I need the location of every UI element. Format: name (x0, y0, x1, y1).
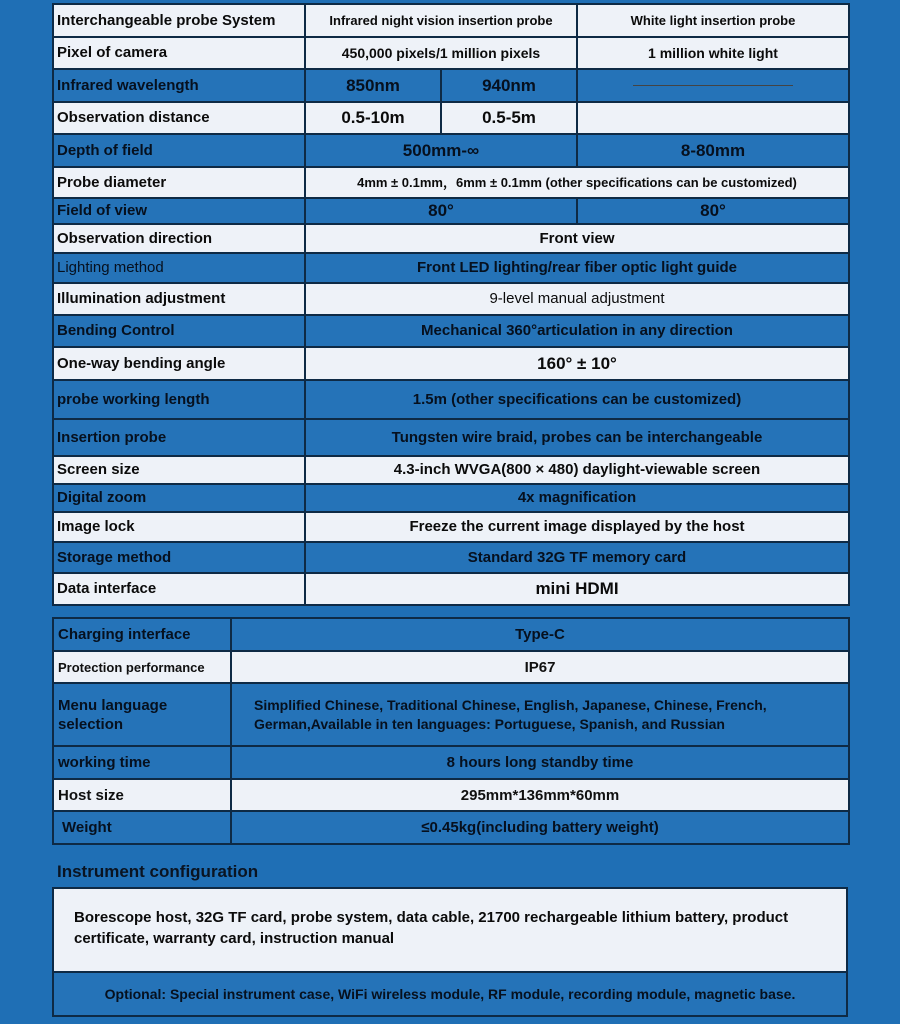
language-value: Simplified Chinese, Traditional Chinese, English, Japanese, Chinese, French, German,Available in ten languages: Portuguese, Spanish, and Russian (231, 683, 849, 746)
screen-label: Screen size (53, 456, 305, 484)
depth-ir-value: 500mm-∞ (305, 134, 577, 167)
insertion-label: Insertion probe (53, 419, 305, 456)
instrument-configuration-title: Instrument configuration (57, 862, 259, 881)
working-value: 8 hours long standby time (231, 746, 849, 779)
storage-label: Storage method (53, 542, 305, 573)
spec-row-bending (53, 315, 849, 347)
spec-row-storage (53, 542, 849, 573)
length-value: 1.5m (other specifications can be customized) (305, 380, 849, 419)
illumination-label: Illumination adjustment (53, 283, 305, 315)
lighting-value: Front LED lighting/rear fiber optic light guide (305, 253, 849, 283)
pixel-label: Pixel of camera (53, 37, 305, 69)
header-label: Interchangeable probe System (53, 4, 305, 37)
weight-label: Weight (53, 811, 231, 844)
bending-value: Mechanical 360°articulation in any direction (305, 315, 849, 347)
spec-row-direction (53, 224, 849, 253)
spec-table-2 (52, 617, 850, 845)
direction-value: Front view (305, 224, 849, 253)
spec-row-angle (53, 347, 849, 380)
language-label: Menu language selection (53, 683, 231, 746)
spec-table (52, 3, 850, 606)
angle-value: 160° ± 10° (305, 347, 849, 380)
spec-row-fov (53, 198, 849, 224)
empty-line (633, 85, 793, 86)
wavelength-label: Infrared wavelength (53, 69, 305, 102)
working-label: working time (53, 746, 231, 779)
insertion-value: Tungsten wire braid, probes can be interchangeable (305, 419, 849, 456)
spec-row-screen (53, 456, 849, 484)
spec-row-lighting (53, 253, 849, 283)
fov-white-value: 80° (577, 198, 849, 224)
protection-label: Protection performance (53, 651, 231, 683)
configuration-contents: Borescope host, 32G TF card, probe system, data cable, 21700 rechargeable lithium battery, product certificate, warranty card, instruction manual (54, 889, 846, 973)
angle-label: One-way bending angle (53, 347, 305, 380)
wavelength-850: 850nm (305, 69, 441, 102)
interface-label: Data interface (53, 573, 305, 605)
spec-row-diameter (53, 167, 849, 198)
header-ir-probe: Infrared night vision insertion probe (305, 4, 577, 37)
wavelength-940: 940nm (441, 69, 577, 102)
bending-label: Bending Control (53, 315, 305, 347)
spec-row-pixel (53, 37, 849, 69)
length-label: probe working length (53, 380, 305, 419)
host-label: Host size (53, 779, 231, 811)
depth-label: Depth of field (53, 134, 305, 167)
spec-row-language (53, 683, 849, 746)
spec-row-header (53, 4, 849, 37)
protection-value: IP67 (231, 651, 849, 683)
spec-row-wavelength (53, 69, 849, 102)
spec-row-depth (53, 134, 849, 167)
zoom-label: Digital zoom (53, 484, 305, 512)
lighting-label: Lighting method (53, 253, 305, 283)
fov-label: Field of view (53, 198, 305, 224)
spec-row-working (53, 746, 849, 779)
diameter-label: Probe diameter (53, 167, 305, 198)
distance-empty-cell (577, 102, 849, 134)
configuration-box (52, 887, 848, 1017)
distance-label: Observation distance (53, 102, 305, 134)
illumination-value: 9-level manual adjustment (305, 283, 849, 315)
distance-a: 0.5-10m (305, 102, 441, 134)
wavelength-empty-cell (577, 69, 849, 102)
spec-row-illumination (53, 283, 849, 315)
spec-row-insertion (53, 419, 849, 456)
spec-row-protection (53, 651, 849, 683)
zoom-value: 4x magnification (305, 484, 849, 512)
lock-label: Image lock (53, 512, 305, 542)
pixel-ir-value: 450,000 pixels/1 million pixels (305, 37, 577, 69)
pixel-white-value: 1 million white light (577, 37, 849, 69)
spec-row-interface (53, 573, 849, 605)
lock-value: Freeze the current image displayed by the host (305, 512, 849, 542)
spec-row-weight (53, 811, 849, 844)
distance-b: 0.5-5m (441, 102, 577, 134)
header-white-probe: White light insertion probe (577, 4, 849, 37)
spec-row-zoom (53, 484, 849, 512)
diameter-value: 4mm ± 0.1mm，6mm ± 0.1mm (other specifications can be customized) (305, 167, 849, 198)
spec-row-charging (53, 618, 849, 651)
weight-value: ≤0.45kg(including battery weight) (231, 811, 849, 844)
screen-value: 4.3-inch WVGA(800 × 480) daylight-viewable screen (305, 456, 849, 484)
spec-row-length (53, 380, 849, 419)
depth-white-value: 8-80mm (577, 134, 849, 167)
fov-ir-value: 80° (305, 198, 577, 224)
direction-label: Observation direction (53, 224, 305, 253)
spec-row-host (53, 779, 849, 811)
interface-value: mini HDMI (305, 573, 849, 605)
host-value: 295mm*136mm*60mm (231, 779, 849, 811)
optional-accessories: Optional: Special instrument case, WiFi wireless module, RF module, recording module, magnetic base. (54, 973, 846, 1015)
spec-row-lock (53, 512, 849, 542)
charging-label: Charging interface (53, 618, 231, 651)
spec-row-distance (53, 102, 849, 134)
storage-value: Standard 32G TF memory card (305, 542, 849, 573)
charging-value: Type-C (231, 618, 849, 651)
